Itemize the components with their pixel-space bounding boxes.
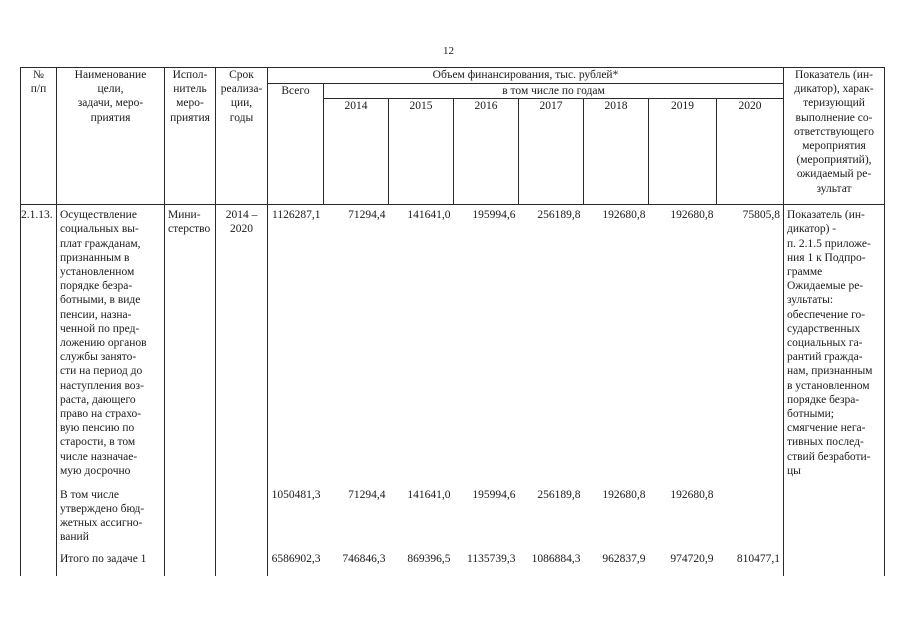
header-total: Всего [268,84,324,205]
row-value-2017: 1086884,3 [531,552,581,565]
header-executor: Испол- нитель меро- приятия [165,68,216,205]
header-period: Срок реализа- ции, годы [216,68,268,205]
row-total: 1050481,3 [268,488,324,552]
table-row [21,205,885,488]
row-executor: Мини- стерство [165,205,216,488]
row-number: 2.1.13. [21,205,57,488]
header-by-years: в том числе по годам [324,84,784,99]
header-year-2015: 2015 [389,99,454,205]
row-value-2017: 256189,8 [537,209,581,222]
row-value-2020: 75805,8 [742,209,780,222]
row-value-2017: 256189,8 [537,488,581,501]
row-indicator: Показатель (ин- дикатор) - п. 2.1.5 приложе- ния 1 к Подпро- грамме Ожидаемые ре- зультаты: обеспечение го- сударственных социальных га- рантий гражда- нам, признанным в установленном порядке безра- ботными; смягчение нега- тивных послед- ствий безработи- цы [784,205,885,488]
row-value-2014: 746846,3 [342,552,386,565]
header-year-2016: 2016 [454,99,519,205]
row-value-2020 [717,488,784,552]
row-value-2018: 192680,8 [602,209,646,222]
row-name: Осуществление социальных вы- плат гражданам, признанным в установленном порядке безра- ботными, в виде пенсии, назна- ченной по пред- ложению органов службы занято- сти на период до наступления воз- раста, дающего право на страхо- вую пенсию по старости, в том числе назначае- мую досрочно [57,205,165,488]
row-value-2015: 141641,0 [407,209,451,222]
header-name: Наименование цели, задачи, меро- приятия [57,68,165,205]
row-value-2014: 71294,4 [348,488,386,501]
header-funding-title: Объем финансирования, тыс. рублей* [268,68,784,84]
financing-table [20,67,885,576]
header-year-2019: 2019 [649,99,717,205]
table-row [21,552,885,576]
table-row [21,488,885,552]
row-value-2019: 192680,8 [670,488,714,501]
row-value-2019: 192680,8 [670,209,714,222]
page-number: 12 [443,45,454,57]
header-no: № п/п [21,68,57,205]
row-value-2016: 195994,6 [472,209,516,222]
row-total: 1126287,1 [268,205,324,488]
row-value-2018: 192680,8 [602,488,646,501]
row-value-2015: 869396,5 [407,552,451,565]
row-name: В том числе утверждено бюд- жетных ассигно- ваний [57,488,165,552]
row-total: 6586902,3 [268,552,324,576]
header-year-2014: 2014 [324,99,389,205]
row-value-2018: 962837,9 [602,552,646,565]
row-period: 2014 – 2020 [216,205,268,488]
row-value-2016: 195994,6 [472,488,516,501]
row-value-2019: 974720,9 [670,552,714,565]
header-year-2017: 2017 [519,99,584,205]
row-value-2016: 1135739,3 [467,552,516,565]
row-value-2020: 810477,1 [736,552,780,565]
header-year-2020: 2020 [717,99,784,205]
row-value-2015: 141641,0 [407,488,451,501]
row-value-2014: 71294,4 [348,209,386,222]
header-year-2018: 2018 [584,99,649,205]
row-name: Итого по задаче 1 [57,552,165,576]
header-indicator: Показатель (ин- дикатор), харак- теризующий выполнение со- ответствующего мероприятия (мероприятий), ожидаемый ре- зультат [784,68,885,205]
